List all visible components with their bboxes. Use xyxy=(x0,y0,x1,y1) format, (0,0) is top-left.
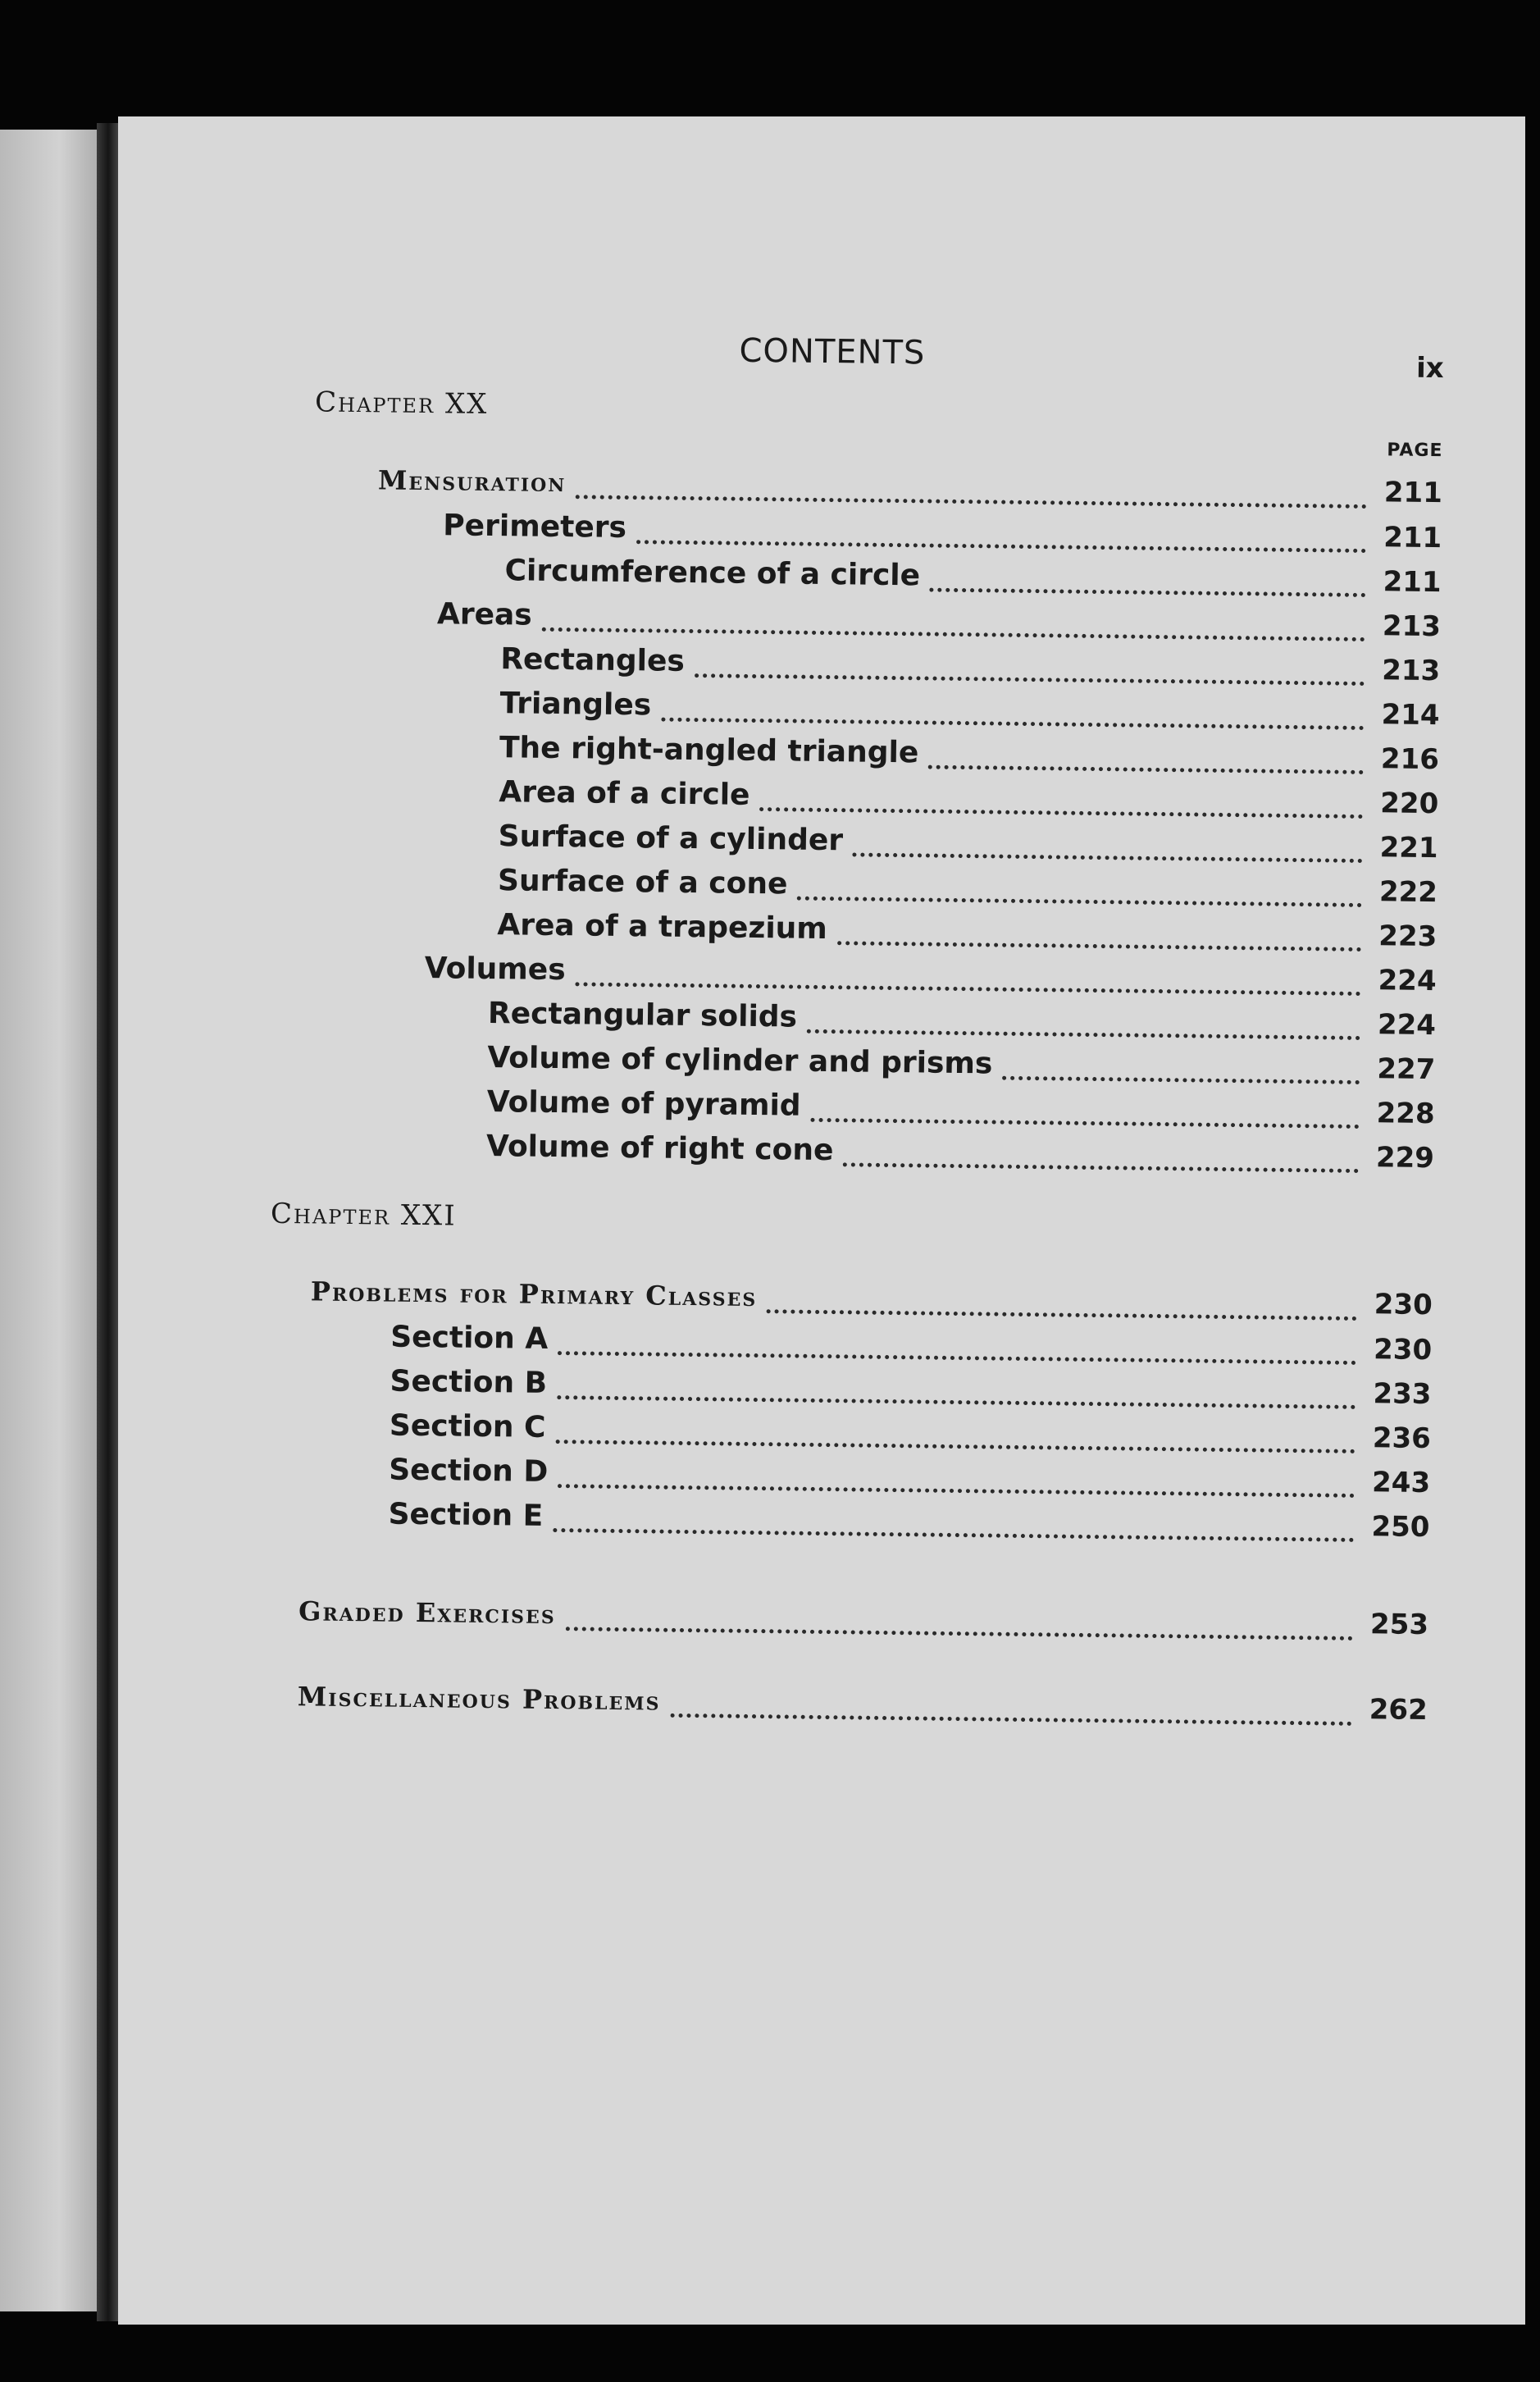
toc-entry[interactable] xyxy=(499,731,1440,782)
contents-page xyxy=(118,116,1525,2325)
dot-leader xyxy=(843,1162,1359,1173)
dot-leader xyxy=(565,1627,1352,1640)
dot-leader xyxy=(767,1309,1357,1321)
dot-leader xyxy=(810,1118,1359,1129)
toc-entry-label: Rectangles xyxy=(500,642,686,678)
toc-entry-page: 220 xyxy=(1380,787,1439,821)
toc-entry-page: 228 xyxy=(1376,1097,1435,1131)
page-content xyxy=(105,108,1539,2334)
toc-entry-label: Volume of cylinder and prisms xyxy=(487,1041,993,1081)
toc-entry-page: 211 xyxy=(1383,521,1442,555)
toc-entry-label: Graded Exercises xyxy=(298,1595,556,1631)
dot-leader xyxy=(797,897,1362,907)
toc-entry[interactable] xyxy=(437,597,1441,649)
toc-entry-label: Area of a circle xyxy=(499,775,750,812)
toc-entry[interactable] xyxy=(498,864,1438,915)
toc-entry[interactable] xyxy=(390,1409,1431,1462)
toc-entry-label: Perimeters xyxy=(443,509,627,545)
toc-entry-label: Volumes xyxy=(424,951,566,988)
toc-entry-page: 213 xyxy=(1382,654,1441,688)
page-number: ix xyxy=(1415,351,1444,386)
toc-entry-page: 222 xyxy=(1378,875,1438,910)
toc-entry-page: 262 xyxy=(1369,1693,1428,1727)
toc-entry-label: Volume of pyramid xyxy=(486,1085,801,1123)
chapter-heading: Chapter XX xyxy=(314,386,489,421)
toc-entry-page: 250 xyxy=(1371,1510,1430,1545)
toc-entry[interactable] xyxy=(486,1129,1435,1180)
toc-entry[interactable] xyxy=(389,1453,1430,1506)
toc-entry-page: 233 xyxy=(1373,1377,1432,1412)
toc-entry-page: 211 xyxy=(1383,565,1442,600)
page-title: CONTENTS xyxy=(739,331,926,372)
toc-entry-label: Volume of right cone xyxy=(485,1129,834,1168)
dot-leader xyxy=(759,807,1363,819)
dot-leader xyxy=(636,540,1366,553)
toc-entry-label: Surface of a cylinder xyxy=(498,819,844,858)
dot-leader xyxy=(576,495,1367,509)
toc-entry-page: 230 xyxy=(1373,1333,1433,1367)
toc-entry-label: Section A xyxy=(390,1320,549,1356)
toc-entry[interactable] xyxy=(499,687,1440,737)
dot-leader xyxy=(853,852,1363,863)
toc-entry[interactable] xyxy=(388,1498,1429,1550)
toc-entry[interactable] xyxy=(378,463,1442,516)
toc-entry-label: Circumference of a circle xyxy=(504,554,921,593)
toc-entry[interactable] xyxy=(311,1275,1433,1328)
dot-leader xyxy=(553,1528,1354,1542)
toc-entry-label: Triangles xyxy=(499,687,652,723)
toc-entry[interactable] xyxy=(500,642,1441,693)
toc-entry-page: 224 xyxy=(1377,1008,1437,1043)
dot-leader xyxy=(558,1484,1355,1498)
dot-leader xyxy=(1002,1076,1360,1084)
toc-entry-page: 227 xyxy=(1377,1052,1436,1087)
dot-leader xyxy=(575,982,1360,996)
toc-entry-page: 236 xyxy=(1372,1421,1432,1456)
toc-entry-label: Mensuration xyxy=(377,464,567,499)
toc-entry-page: 213 xyxy=(1382,609,1442,644)
toc-entry-label: Areas xyxy=(436,597,533,632)
dot-leader xyxy=(837,941,1362,951)
toc-entry[interactable] xyxy=(424,951,1436,1003)
dot-leader xyxy=(558,1351,1356,1365)
dot-leader xyxy=(695,673,1365,686)
toc-entry[interactable] xyxy=(488,997,1437,1047)
dot-leader xyxy=(555,1440,1355,1453)
toc-entry[interactable] xyxy=(390,1321,1432,1373)
page-column-label: PAGE xyxy=(1387,440,1443,462)
toc-entry-label: Section E xyxy=(388,1497,544,1533)
toc-entry[interactable] xyxy=(486,1085,1435,1136)
toc-entry-label: Section C xyxy=(389,1408,546,1444)
toc-entry[interactable] xyxy=(499,775,1439,826)
toc-entry-page: 253 xyxy=(1369,1608,1429,1642)
facing-page-edge xyxy=(0,130,108,2311)
toc-entry-page: 216 xyxy=(1380,742,1440,777)
toc-entry-label: Miscellaneous Problems xyxy=(297,1681,661,1717)
toc-entry[interactable] xyxy=(498,819,1438,870)
dot-leader xyxy=(928,765,1364,774)
toc-entry-page: 211 xyxy=(1383,476,1443,510)
toc-entry[interactable] xyxy=(443,509,1442,560)
toc-entry-page: 224 xyxy=(1378,964,1437,998)
toc-entry-label: Rectangular solids xyxy=(487,997,798,1034)
toc-entry-page: 214 xyxy=(1381,698,1440,732)
dot-leader xyxy=(542,627,1365,641)
toc-entry-page: 243 xyxy=(1371,1466,1431,1500)
toc-entry-label: Section B xyxy=(390,1364,548,1400)
dot-leader xyxy=(930,588,1366,597)
toc-entry-page: 223 xyxy=(1378,919,1437,954)
chapter-heading: Chapter XXI xyxy=(270,1197,457,1233)
toc-entry[interactable] xyxy=(487,1041,1436,1092)
dot-leader xyxy=(661,718,1364,730)
toc-entry-page: 230 xyxy=(1374,1288,1433,1322)
toc-entry-label: Problems for Primary Classes xyxy=(310,1275,758,1313)
dot-leader xyxy=(670,1713,1351,1726)
toc-entry-label: Area of a trapezium xyxy=(497,908,828,947)
toc-entry-label: Section D xyxy=(388,1453,549,1489)
toc-entry-page: 221 xyxy=(1379,831,1438,865)
toc-entry[interactable] xyxy=(298,1595,1428,1648)
toc-entry[interactable] xyxy=(390,1365,1431,1417)
toc-entry[interactable] xyxy=(298,1680,1428,1733)
toc-entry-page: 229 xyxy=(1375,1141,1435,1175)
toc-entry-label: Surface of a cone xyxy=(497,864,788,901)
toc-entry-label: The right-angled triangle xyxy=(499,731,919,770)
toc-entry[interactable] xyxy=(504,554,1442,605)
dot-leader xyxy=(807,1029,1360,1040)
toc-entry[interactable] xyxy=(497,908,1437,959)
dot-leader xyxy=(557,1395,1355,1409)
